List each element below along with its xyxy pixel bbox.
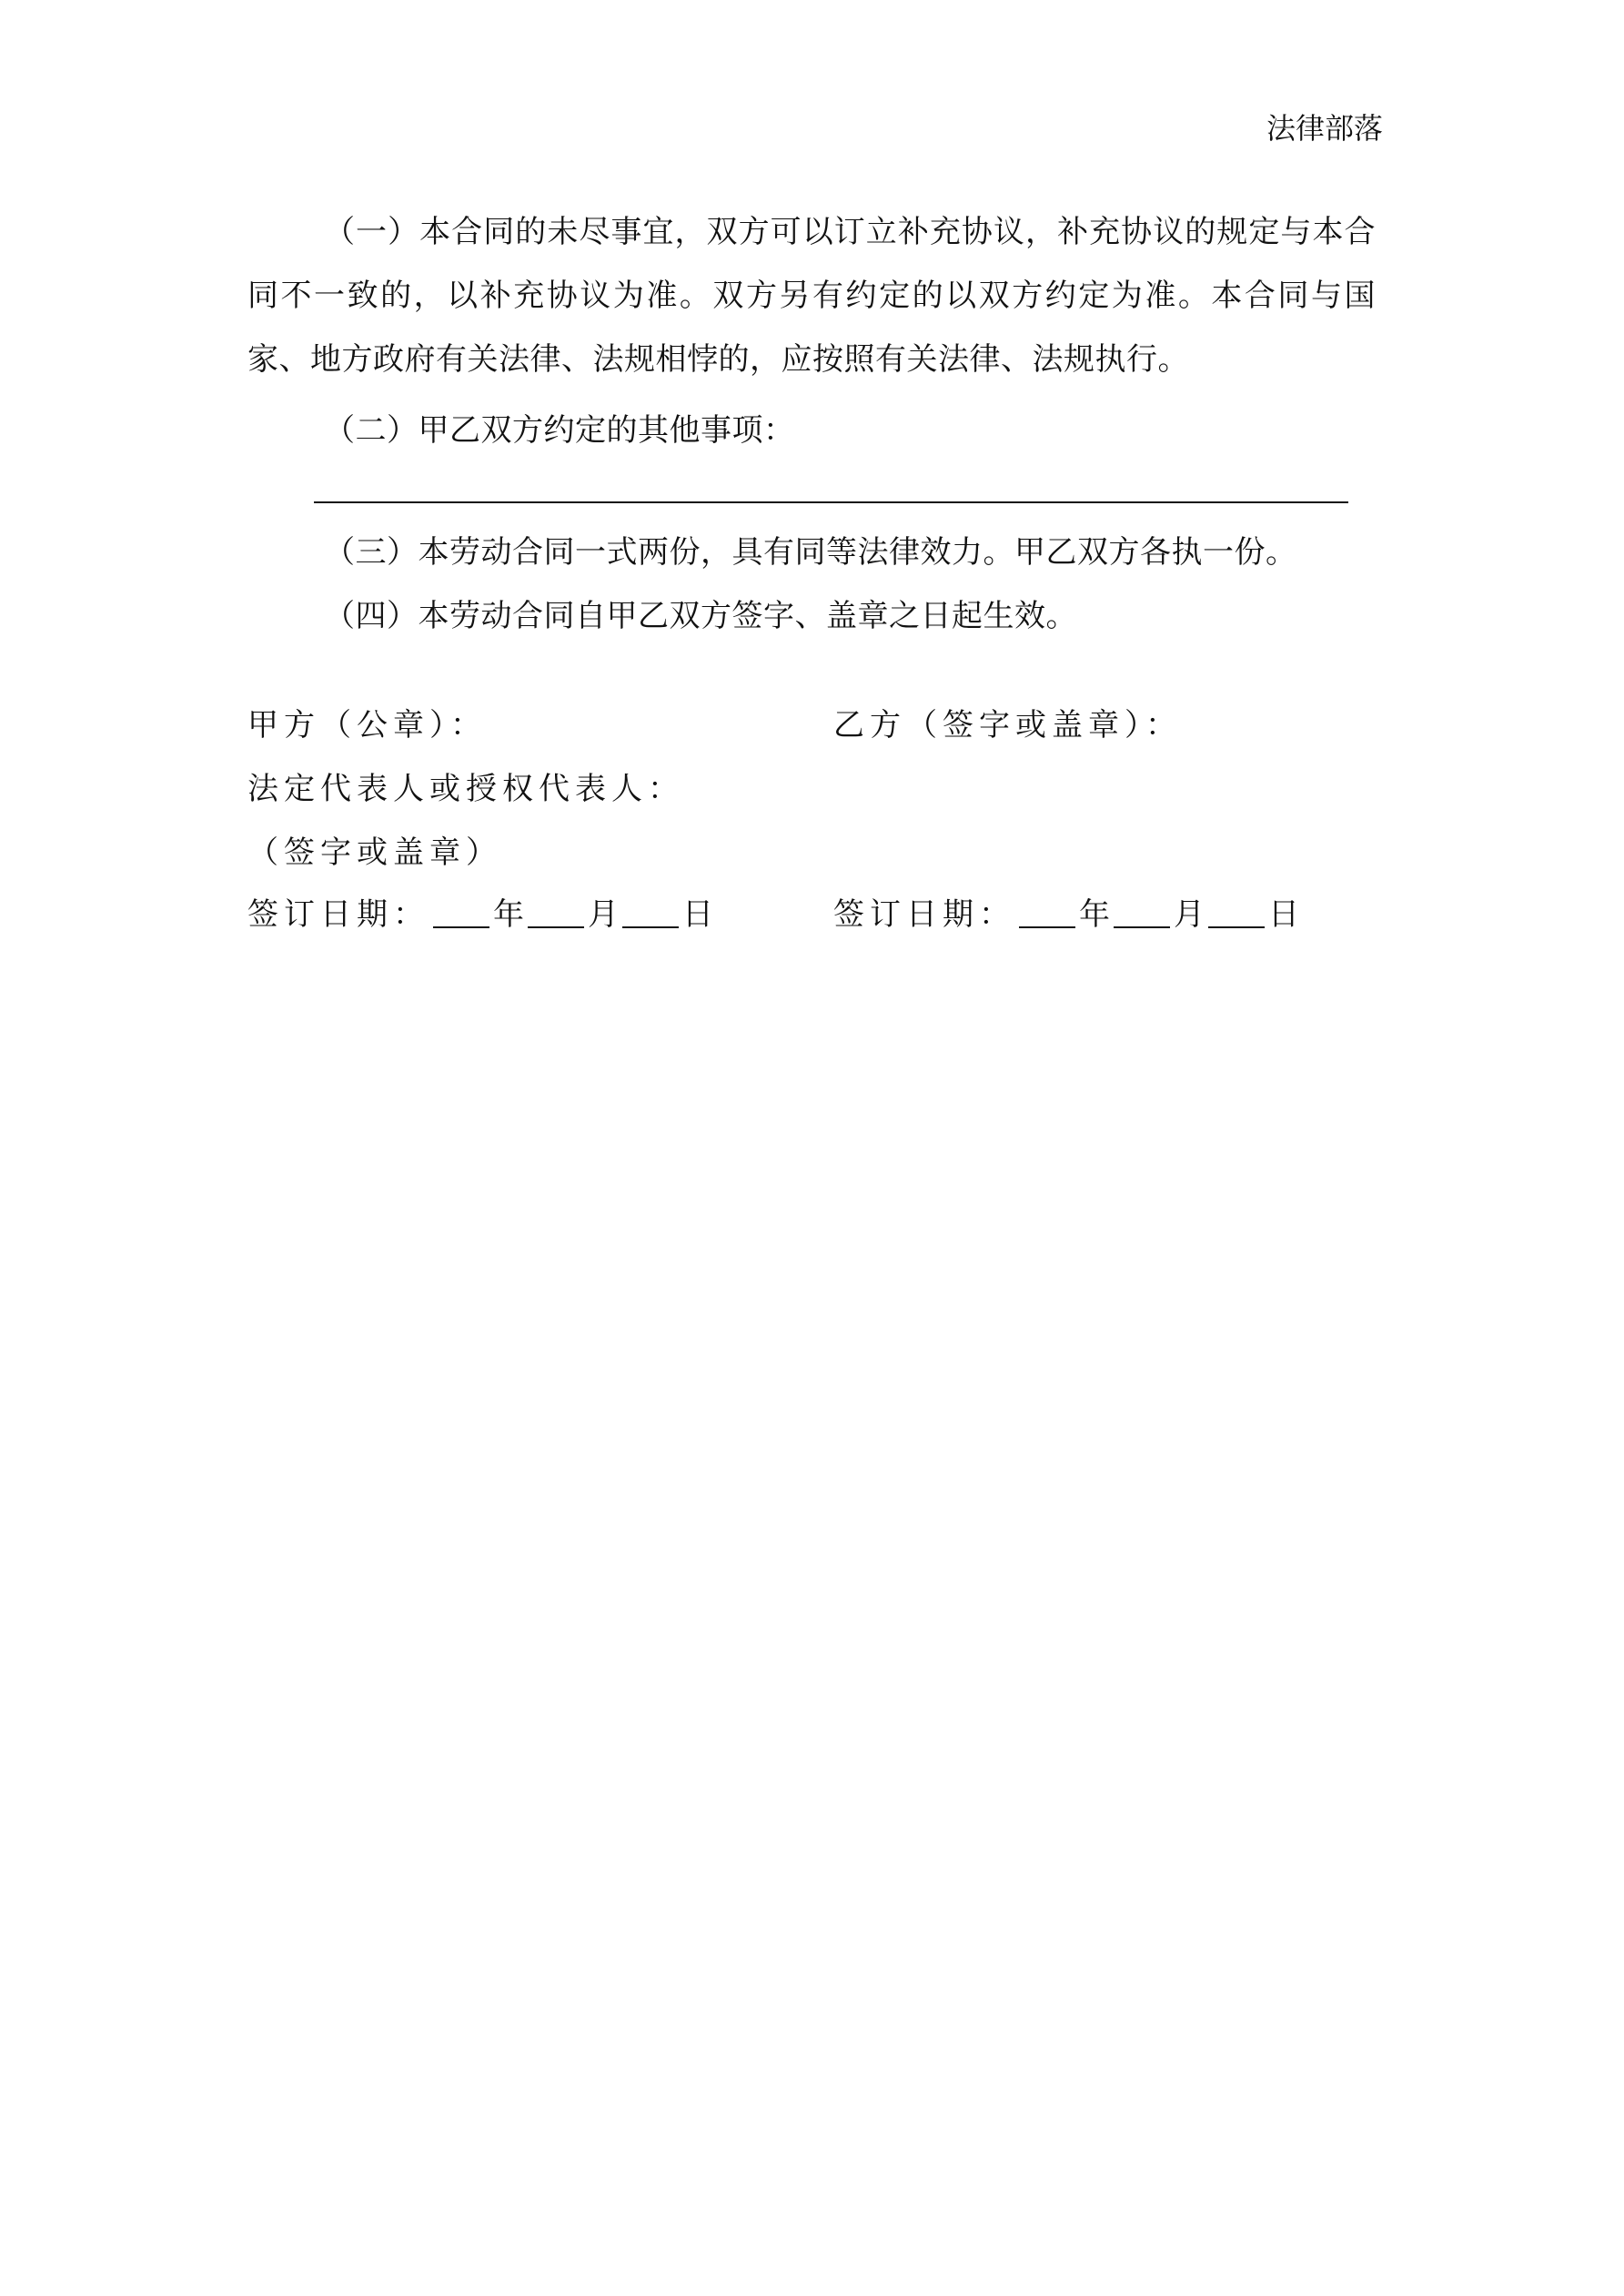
clause-four: （四）本劳动合同自甲乙双方签字、盖章之日起生效。: [324, 598, 1077, 634]
clause-two: （二）甲乙双方约定的其他事项：: [324, 412, 795, 449]
representative-label: 法定代表人或授权代表人：: [247, 771, 684, 807]
day-blank: [1208, 926, 1265, 928]
sign-or-seal-label: （签字或盖章）: [247, 834, 502, 871]
month-label: 月: [1174, 896, 1205, 933]
party-a-date-row: [247, 896, 713, 933]
year-blank: [433, 926, 489, 928]
day-label: 日: [682, 896, 713, 933]
header-label: 法律部落: [1266, 111, 1383, 146]
year-blank: [1019, 926, 1075, 928]
party-a-label: 甲方（公章）：: [247, 707, 487, 743]
month-label: 月: [588, 896, 619, 933]
day-label: 日: [1268, 896, 1299, 933]
fill-in-line: [314, 501, 1348, 503]
party-b-date-row: [833, 896, 1299, 933]
year-label: 年: [1079, 896, 1110, 933]
date-label: 签订日期：: [833, 896, 1015, 933]
date-label: 签订日期：: [247, 896, 429, 933]
day-blank: [622, 926, 679, 928]
clause-three: （三）本劳动合同一式两份，具有同等法律效力。甲乙双方各执一份。: [324, 534, 1297, 571]
party-b-label: 乙方（签字或盖章）：: [833, 707, 1182, 743]
month-blank: [528, 926, 584, 928]
clause-one: （一）本合同的未尽事宜，双方可以订立补充协议，补充协议的规定与本合同不一致的，以补充协议为准。双方另有约定的以双方约定为准。本合同与国家、地方政府有关法律、法规相悖的，应按照有关法律、法规执行。: [247, 214, 1376, 378]
month-blank: [1114, 926, 1170, 928]
year-label: 年: [493, 896, 524, 933]
